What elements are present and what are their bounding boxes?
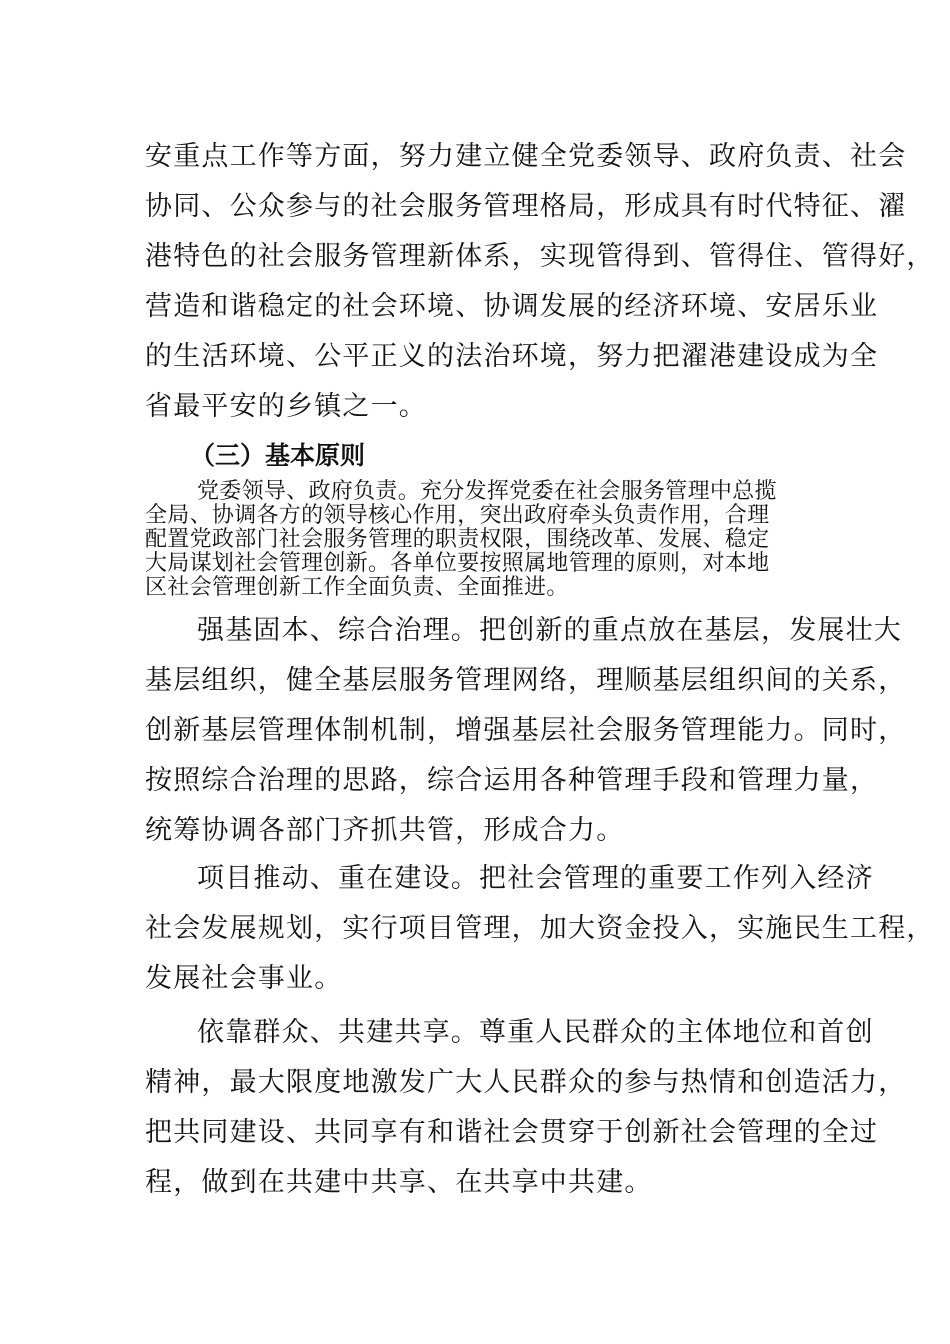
paragraph-1-line-4: 营造和谐稳定的社会环境、协调发展的经济环境、安居乐业 <box>145 291 879 322</box>
paragraph-5-line-3: 把共同建设、共同享有和谐社会贯穿于创新社会管理的全过 <box>145 1117 879 1148</box>
paragraph-3-line-4: 按照综合治理的思路，综合运用各种管理手段和管理力量， <box>145 765 879 796</box>
paragraph-2-line-3: 配置党政部门社会服务管理的职责权限，围绕改革、发展、稳定 <box>145 527 770 552</box>
section-heading: （三）基本原则 <box>190 441 366 470</box>
paragraph-1-line-3: 港特色的社会服务管理新体系，实现管得到、管得住、管得好， <box>145 241 935 272</box>
paragraph-2-line-1: 党委领导、政府负责。充分发挥党委在社会服务管理中总揽 <box>197 479 777 504</box>
paragraph-5-line-4: 程，做到在共建中共享、在共享中共建。 <box>145 1167 653 1198</box>
paragraph-4-line-1: 项目推动、重在建设。把社会管理的重要工作列入经济 <box>197 863 874 894</box>
paragraph-1-line-6: 省最平安的乡镇之一。 <box>145 391 427 422</box>
paragraph-4-line-3: 发展社会事业。 <box>145 963 343 994</box>
paragraph-1-line-2: 协同、公众参与的社会服务管理格局，形成具有时代特征、濯 <box>145 191 907 222</box>
paragraph-2-line-4: 大局谋划社会管理创新。各单位要按照属地管理的原则，对本地 <box>145 551 770 576</box>
paragraph-3-line-1: 强基固本、综合治理。把创新的重点放在基层，发展壮大 <box>197 615 902 646</box>
paragraph-2-line-5: 区社会管理创新工作全面负责、全面推进。 <box>145 575 569 600</box>
paragraph-5-line-2: 精神，最大限度地激发广大人民群众的参与热情和创造活力， <box>145 1067 907 1098</box>
paragraph-1-line-5: 的生活环境、公平正义的法治环境，努力把濯港建设成为全 <box>145 341 879 372</box>
paragraph-2-line-2: 全局、协调各方的领导核心作用，突出政府牵头负责作用，合理 <box>145 503 770 528</box>
paragraph-3-line-3: 创新基层管理体制机制，增强基层社会服务管理能力。同时， <box>145 715 907 746</box>
paragraph-3-line-2: 基层组织，健全基层服务管理网络，理顺基层组织间的关系， <box>145 665 907 696</box>
paragraph-1-line-1: 安重点工作等方面，努力建立健全党委领导、政府负责、社会 <box>145 141 907 172</box>
paragraph-4-line-2: 社会发展规划，实行项目管理，加大资金投入，实施民生工程， <box>145 913 935 944</box>
paragraph-3-line-5: 统筹协调各部门齐抓共管，形成合力。 <box>145 815 625 846</box>
paragraph-5-line-1: 依靠群众、共建共享。尊重人民群众的主体地位和首创 <box>197 1017 874 1048</box>
